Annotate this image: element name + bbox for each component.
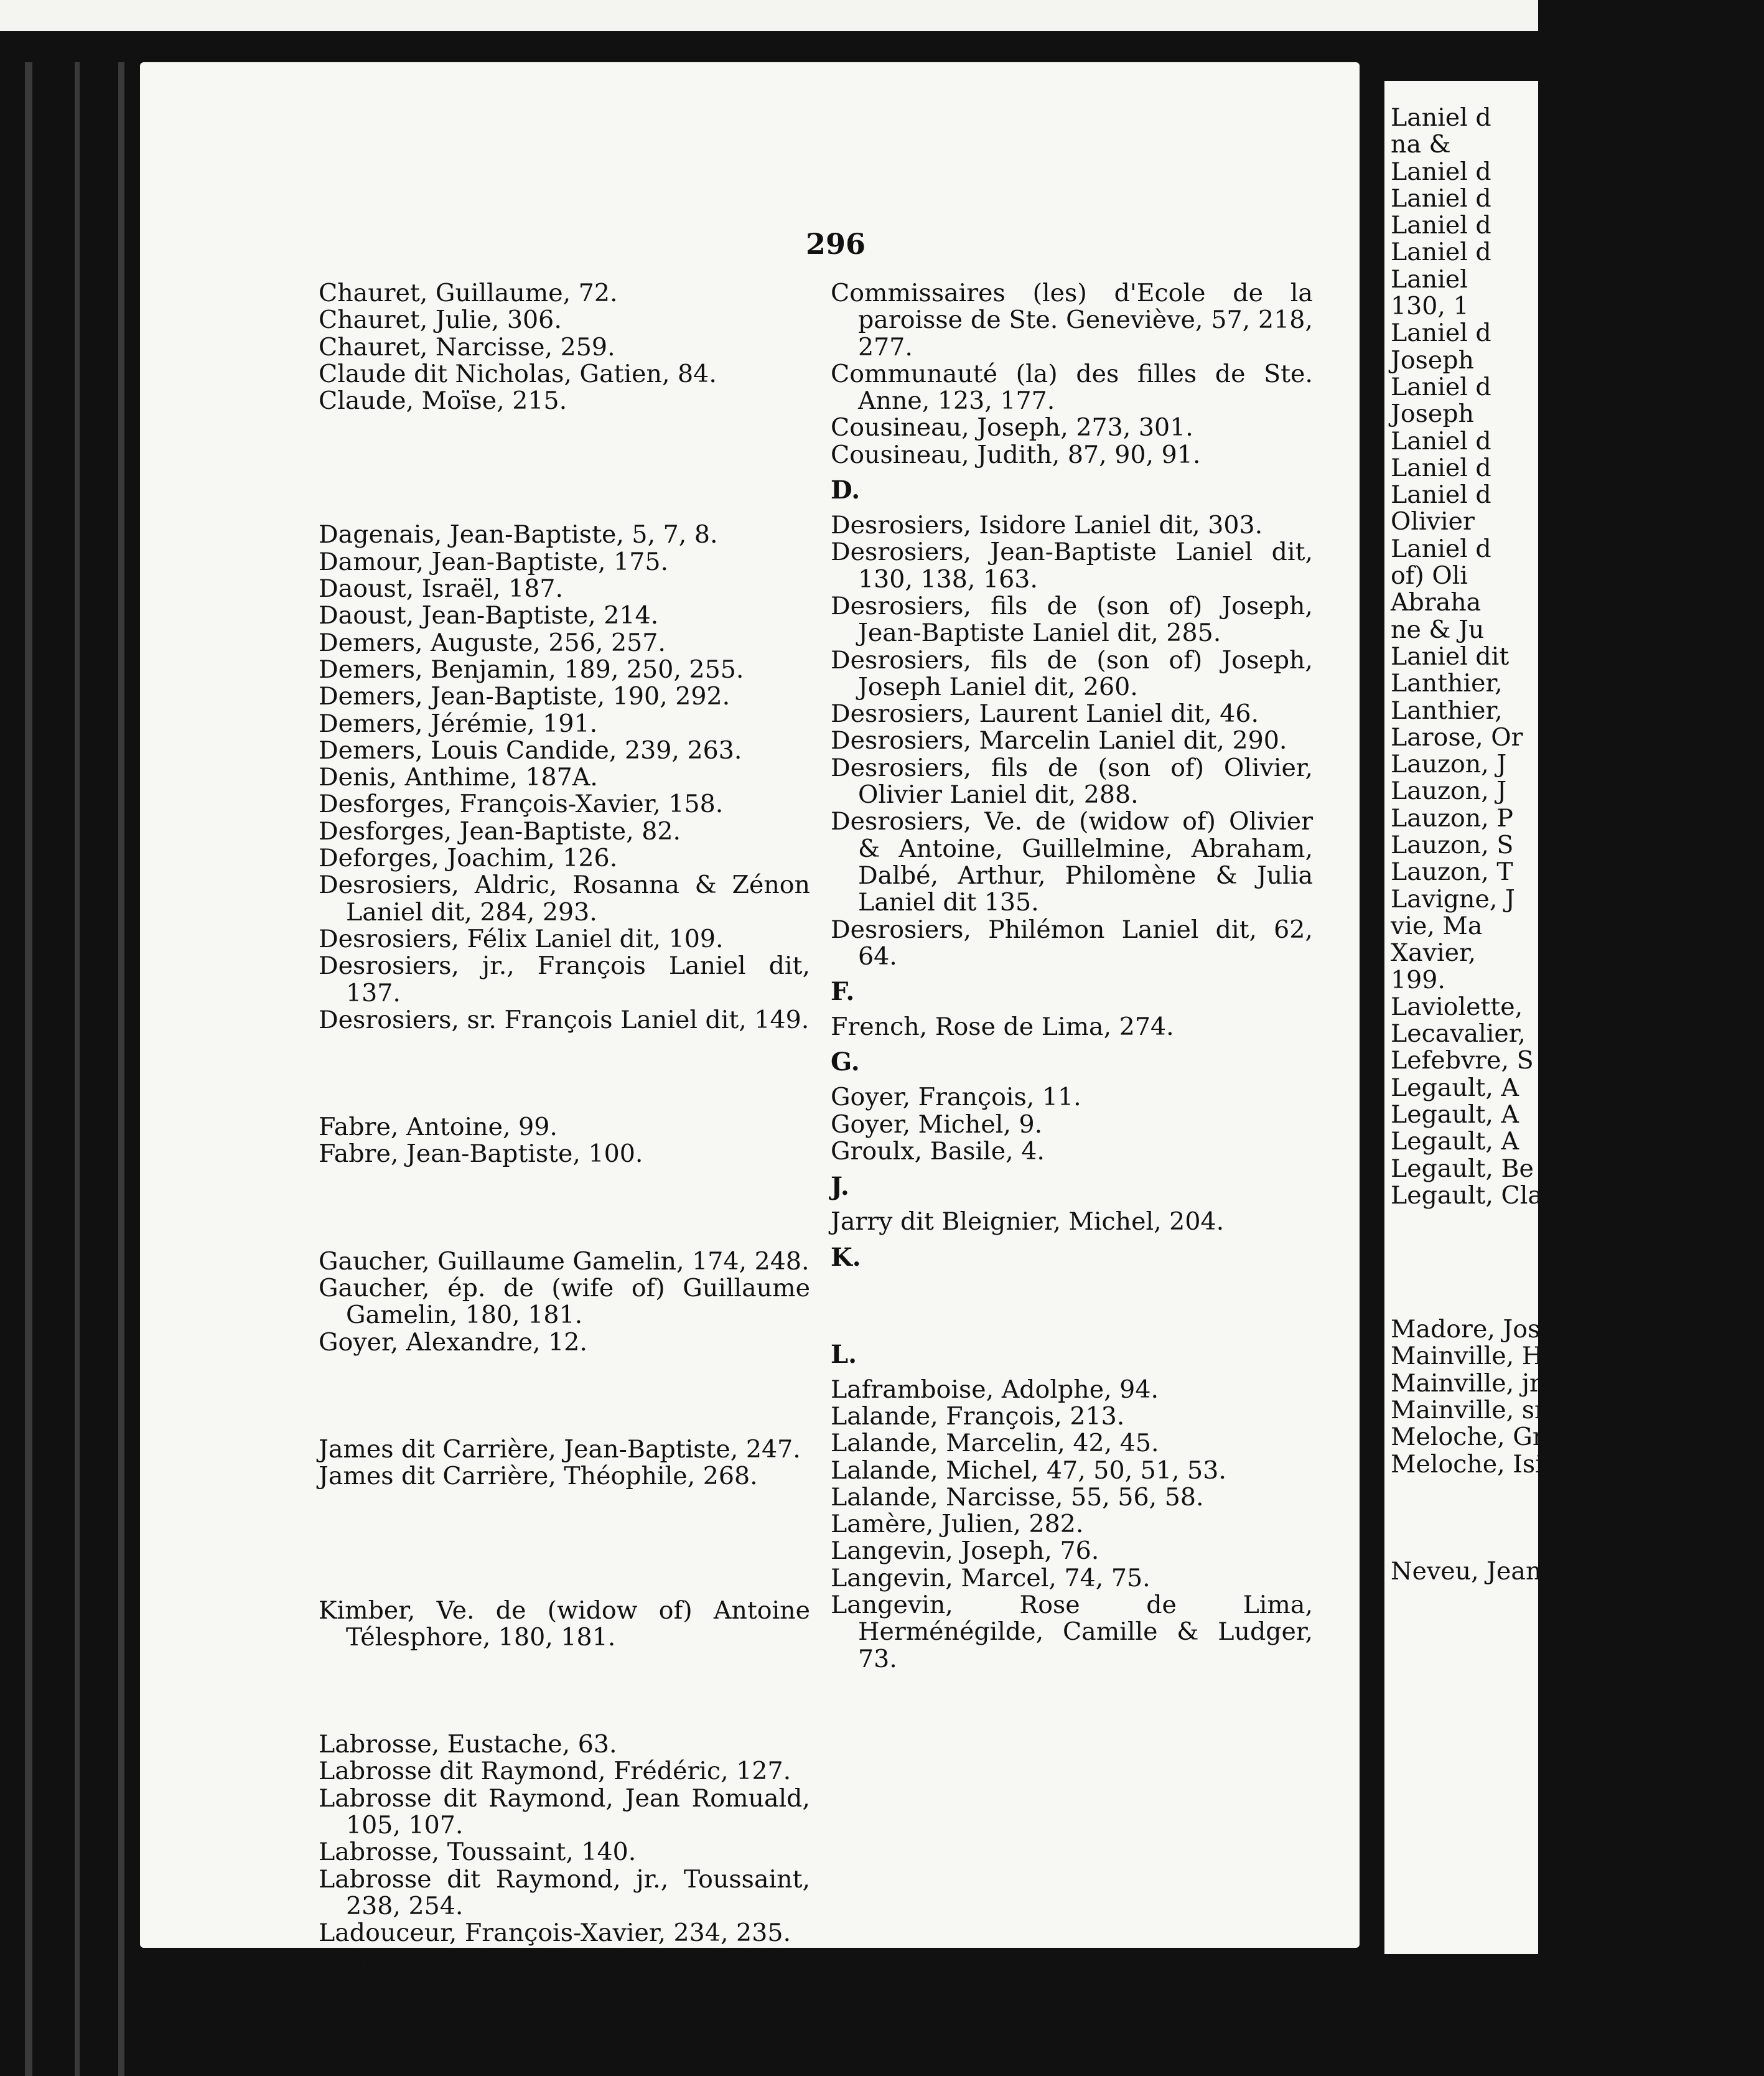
index-entry: Desrosiers, Laurent Laniel dit, 46.: [831, 699, 1259, 729]
index-entry: Desrosiers, Isidore Laniel dit, 303.: [831, 511, 1263, 540]
index-entry: Lalande, Michel, 47, 50, 51, 53.: [831, 1456, 1226, 1485]
index-entry: Laniel d: [1391, 157, 1491, 186]
index-entry: Meloche, Isi: [1391, 1449, 1543, 1479]
right-page-fragment: [1384, 81, 1559, 1954]
index-entry: Lalande, Narcisse, 55, 56, 58.: [831, 1482, 1204, 1512]
index-entry: Desrosiers, fils de (son of) Olivier, Olivier Laniel dit, 288.: [831, 753, 1313, 810]
index-entry: Madore, Jos: [1391, 1315, 1541, 1344]
index-entry: Goyer, Michel, 9.: [831, 1110, 1043, 1139]
index-entry: vie, Ma: [1391, 911, 1483, 940]
index-entry: Gaucher, Guillaume Gamelin, 174, 248.: [319, 1246, 810, 1276]
index-entry: Lauzon, T: [1391, 858, 1513, 887]
gutter-streak: [25, 62, 32, 2076]
section-spacer: [831, 1279, 1313, 1333]
index-entry: Chauret, Guillaume, 72.: [319, 279, 618, 307]
index-entry: Damour, Jean-Baptiste, 175.: [319, 547, 669, 576]
index-entry: Lauzon, J: [1391, 777, 1507, 806]
index-entry: Lauzon, P: [1391, 803, 1513, 833]
index-entry: Daoust, Israël, 187.: [319, 574, 564, 604]
index-entry: Fabre, Antoine, 99.: [319, 1113, 558, 1142]
index-entry: Meloche, Gré: [1391, 1423, 1559, 1452]
index-entry: Neveu, Jean-: [1391, 1556, 1550, 1586]
section-letter-heading: G.: [831, 1047, 860, 1077]
index-entry: Joseph: [1391, 345, 1474, 375]
gutter-streak: [75, 62, 80, 2076]
index-entry: of) Oli: [1391, 561, 1468, 591]
index-column-left: [319, 280, 810, 2001]
index-entry: Lavigne, J: [1391, 884, 1515, 914]
index-entry: Lanthier,: [1391, 696, 1503, 725]
section-letter-heading: J.: [831, 1172, 849, 1202]
index-entry: Langevin, Joseph, 76.: [831, 1536, 1099, 1566]
index-entry: Cousineau, Joseph, 273, 301.: [831, 413, 1193, 442]
index-entry: Cousineau, Judith, 87, 90, 91.: [831, 440, 1201, 469]
section-letter-heading: L.: [831, 1339, 857, 1369]
index-entry: James dit Carrière, Théophile, 268.: [319, 1462, 758, 1491]
index-entry: Lanthier,: [1391, 669, 1503, 698]
index-entry: Desrosiers, Jean-Baptiste Laniel dit, 130, 138, 163.: [831, 538, 1313, 594]
index-entry: Gaucher, ép. de (wife of) Guillaume Gamelin, 180, 181.: [319, 1274, 810, 1330]
index-column-middle: [831, 280, 1313, 1673]
index-entry: Fabre, Jean-Baptiste, 100.: [319, 1139, 643, 1169]
index-entry: Groulx, Basile, 4.: [831, 1137, 1045, 1166]
index-entry: Lefebvre, S: [1391, 1046, 1534, 1075]
index-entry: French, Rose de Lima, 274.: [831, 1012, 1174, 1042]
index-entry: Legault, Cla: [1391, 1181, 1542, 1210]
index-entry: Labrosse, Toussaint, 140.: [319, 1838, 637, 1867]
index-entry: Labrosse dit Raymond, Jean Romuald, 105, 107.: [319, 1784, 810, 1840]
index-entry: Desrosiers, Aldric, Rosanna & Zénon Laniel dit, 284, 293.: [319, 871, 810, 927]
index-entry: Goyer, François, 11.: [831, 1083, 1081, 1112]
index-entry: Chauret, Julie, 306.: [319, 306, 562, 335]
index-entry: Desrosiers, fils de (son of) Joseph, Joseph Laniel dit, 260.: [831, 645, 1313, 701]
index-entry: ne & Ju: [1391, 615, 1485, 644]
section-spacer: [1391, 1209, 1764, 1316]
index-entry: Laniel d: [1391, 534, 1491, 563]
index-entry: Olivier: [1391, 507, 1475, 536]
index-entry: Lalande, Marcelin, 42, 45.: [831, 1429, 1159, 1458]
index-entry: Desrosiers, Philémon Laniel dit, 62, 64.: [831, 915, 1313, 971]
index-entry: Denis, Anthime, 187A.: [319, 763, 598, 792]
index-entry: Claude, Moïse, 215.: [319, 386, 567, 416]
index-entry: Laviolette,: [1391, 992, 1523, 1021]
section-spacer: [319, 1356, 810, 1436]
index-entry: Desrosiers, fils de (son of) Joseph, Jean-Baptiste Laniel dit, 285.: [831, 591, 1313, 648]
index-entry: Desrosiers, Ve. de (widow of) Olivier & Antoine, Guillelmine, Abraham, Dalbé, Arthur, Philomène & Julia Laniel dit 135.: [831, 807, 1313, 917]
index-entry: Desrosiers, Marcelin Laniel dit, 290.: [831, 726, 1287, 755]
index-entry: Xavier,: [1391, 938, 1477, 968]
section-letter-heading: K.: [831, 1242, 861, 1272]
index-entry: Laniel dit: [1391, 642, 1510, 671]
section-letter-heading: F.: [831, 977, 855, 1007]
index-entry: Langevin, Marcel, 74, 75.: [831, 1563, 1150, 1592]
index-column-right-partial: [1391, 105, 1764, 1585]
index-entry: Desrosiers, sr. François Laniel dit, 149.: [319, 1005, 810, 1034]
index-entry: Joseph: [1391, 400, 1474, 429]
index-entry: Laniel d: [1391, 238, 1491, 267]
index-entry: Laniel d: [1391, 184, 1491, 213]
index-entry: Desrosiers, Félix Laniel dit, 109.: [319, 924, 724, 953]
index-entry: Demers, Louis Candide, 239, 263.: [319, 736, 742, 765]
index-entry: 130, 1: [1391, 292, 1469, 321]
section-letter-heading: D.: [831, 475, 861, 505]
index-entry: Commissaires (les) d'Ecole de la paroisse de Ste. Geneviève, 57, 218, 277.: [831, 279, 1313, 362]
index-entry: Lamère, Julien, 282.: [831, 1510, 1084, 1539]
section-spacer: [319, 414, 810, 521]
index-entry: Laniel d: [1391, 319, 1491, 348]
index-entry: Demers, Jean-Baptiste, 190, 292.: [319, 682, 730, 711]
index-entry: Claude dit Nicholas, Gatien, 84.: [319, 359, 717, 388]
index-entry: Legault, A: [1391, 1073, 1519, 1102]
index-entry: Labrosse dit Raymond, jr., Toussaint, 238, 254.: [319, 1864, 810, 1920]
index-entry: Laniel d: [1391, 426, 1491, 456]
index-entry: Desrosiers, jr., François Laniel dit, 137.: [319, 952, 810, 1008]
gutter-streak: [118, 62, 124, 2076]
index-entry: Kimber, Ve. de (widow of) Antoine Télesphore, 180, 181.: [319, 1596, 810, 1652]
section-spacer: [319, 1490, 810, 1597]
index-entry: Mainville, sr: [1391, 1396, 1546, 1425]
index-entry: James dit Carrière, Jean-Baptiste, 247.: [319, 1434, 801, 1464]
index-entry: Lecavalier,: [1391, 1019, 1526, 1049]
index-entry: Demers, Jérémie, 191.: [319, 709, 598, 738]
index-entry: Chauret, Narcisse, 259.: [319, 332, 615, 362]
index-entry: Ladouceur, François-Xavier, 234, 235.: [319, 1919, 791, 1948]
index-entry: Lauzon, S: [1391, 831, 1514, 860]
index-entry: Jarry dit Bleignier, Michel, 204.: [831, 1207, 1225, 1237]
index-entry: Demers, Benjamin, 189, 250, 255.: [319, 655, 744, 684]
section-spacer: [319, 1168, 810, 1248]
index-entry: Labrosse, Eustache, 63.: [319, 1730, 617, 1759]
index-entry: Desforges, François-Xavier, 158.: [319, 790, 724, 819]
index-entry: Lauzon, J: [1391, 750, 1507, 779]
index-entry: Desforges, Jean-Baptiste, 82.: [319, 816, 681, 846]
index-entry: Laniel d: [1391, 372, 1491, 401]
index-entry: Laniel d: [1391, 103, 1491, 132]
index-entry: Lalande, François, 213.: [831, 1401, 1125, 1431]
section-spacer: [1391, 1478, 1764, 1558]
index-entry: Laframboise, Adolphe, 94.: [831, 1375, 1159, 1404]
page-number: 296: [806, 227, 866, 261]
index-entry: Mainville, jr: [1391, 1368, 1541, 1398]
index-entry: Laniel d: [1391, 211, 1491, 240]
index-entry: Deforges, Joachim, 126.: [319, 844, 618, 873]
section-spacer: [319, 1034, 810, 1114]
index-entry: Lafleur, ép. de (wife of) Jean-Baptiste, 180, 181.: [319, 1945, 810, 2001]
index-entry: na &: [1391, 130, 1451, 159]
index-entry: Abraha: [1391, 588, 1482, 617]
scan-top-strip: [0, 0, 1538, 31]
index-entry: Labrosse dit Raymond, Frédéric, 127.: [319, 1757, 791, 1786]
index-entry: Laniel: [1391, 264, 1468, 294]
index-entry: Demers, Auguste, 256, 257.: [319, 628, 666, 657]
index-entry: Legault, A: [1391, 1100, 1519, 1129]
index-entry: Langevin, Rose de Lima, Herménégilde, Camille & Ludger, 73.: [831, 1590, 1313, 1673]
index-entry: Larose, Or: [1391, 722, 1523, 752]
index-entry: Daoust, Jean-Baptiste, 214.: [319, 601, 659, 630]
index-entry: Laniel d: [1391, 453, 1491, 482]
index-entry: Goyer, Alexandre, 12.: [319, 1327, 587, 1357]
index-entry: Laniel d: [1391, 480, 1491, 510]
section-spacer: [319, 1651, 810, 1731]
index-entry: Mainville, H: [1391, 1342, 1544, 1371]
index-entry: Communauté (la) des filles de Ste. Anne, 123, 177.: [831, 359, 1313, 416]
index-entry: Legault, A: [1391, 1127, 1519, 1156]
index-entry: Legault, Be: [1391, 1154, 1534, 1183]
index-entry: 199.: [1391, 965, 1445, 994]
index-entry: Dagenais, Jean-Baptiste, 5, 7, 8.: [319, 520, 718, 549]
